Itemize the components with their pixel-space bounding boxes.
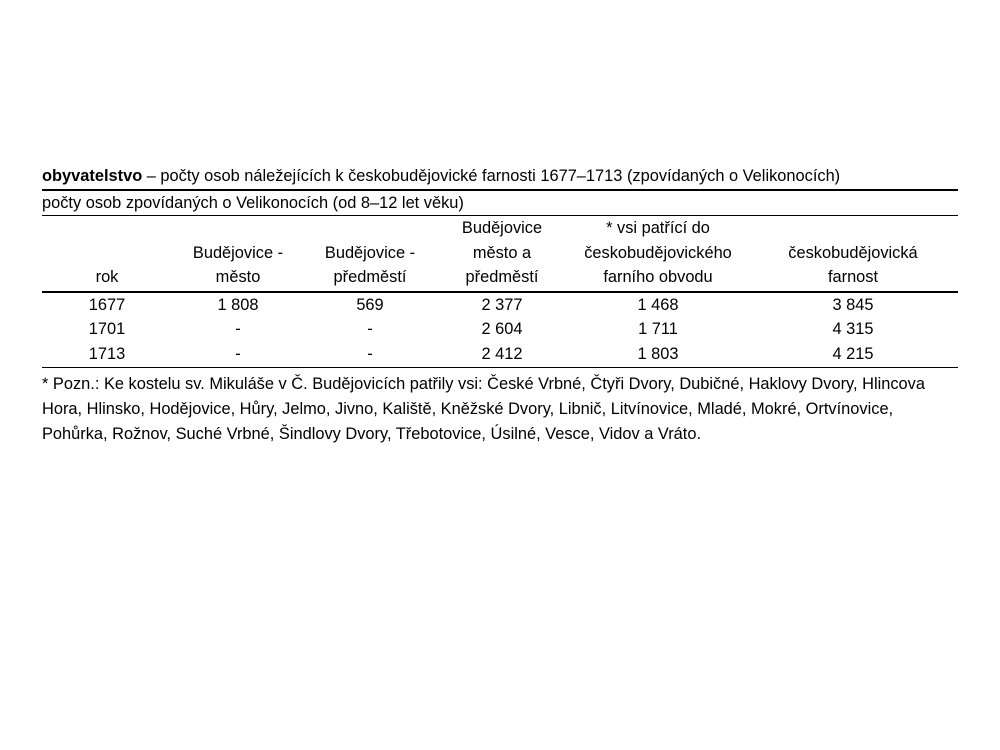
header-vsi — [568, 216, 748, 292]
cell-vsi: 1 468 — [637, 295, 679, 314]
cell-farnost: 4 315 — [832, 320, 874, 338]
header-rok — [42, 216, 172, 292]
header-line: Budějovice — [461, 219, 543, 237]
cell-year: 1701 — [88, 320, 126, 338]
cell-year: 1713 — [42, 342, 172, 368]
cell-predmesti: - — [367, 320, 373, 338]
header-line: Budějovice - — [324, 243, 416, 262]
footnote: * Pozn.: Ke kostelu sv. Mikuláše v Č. Budějovicích patřily vsi: České Vrbné, Čtyři Dvory, Dubičné, Haklovy Dvory, Hlincova Hora, Hlinsko, Hodějovice, Hůry, Jelmo, Jivno, Kaliště, Kněžské Dvory, Libnič, Litvínovice, Mladé, Mokré, Ortvínovice, Pohůrka, Rožnov, Suché Vrbné, Šindlovy Dvory, Třebotovice, Úsilné, Vesce, Vidov a Vráto. — [42, 375, 925, 443]
header-line: českobudějovická — [788, 243, 918, 262]
cell-vsi: 1 711 — [638, 320, 678, 338]
title-bold: obyvatelstvo — [42, 167, 143, 185]
table-row — [42, 317, 958, 342]
table-subtitle: počty osob zpovídaných o Velikonocích (od 8–12 let věku) — [42, 191, 958, 216]
document — [42, 164, 958, 447]
header-line: město a — [472, 243, 532, 262]
header-line: českobudějovického — [584, 243, 732, 262]
table-row — [42, 292, 958, 318]
cell-mesto-a-predmesti: 2 604 — [481, 320, 523, 338]
header-mesto-a-predmesti — [436, 216, 568, 292]
cell-year: 1677 — [88, 295, 126, 314]
header-predmesti — [304, 216, 436, 292]
population-table — [42, 216, 958, 368]
cell-mesto: - — [172, 342, 304, 368]
cell-mesto: - — [235, 320, 241, 338]
header-line: Budějovice - — [192, 243, 284, 262]
header-line: * vsi patřící do — [606, 219, 710, 237]
header-line: předměstí — [465, 268, 539, 286]
header-mesto — [172, 216, 304, 292]
cell-predmesti: - — [304, 342, 436, 368]
cell-mesto-a-predmesti: 2 412 — [436, 342, 568, 368]
title-rest: – počty osob náležejících k českobudějovické farnosti 1677–1713 (zpovídaných o Velikonocích) — [142, 167, 841, 185]
header-line: rok — [95, 268, 119, 286]
header-line: farnost — [827, 268, 879, 286]
table-row — [42, 342, 958, 368]
header-farnost — [748, 216, 958, 292]
table-title — [42, 164, 958, 191]
cell-mesto: 1 808 — [217, 295, 259, 314]
header-line: farního obvodu — [603, 268, 713, 286]
cell-farnost: 3 845 — [832, 295, 874, 314]
cell-mesto-a-predmesti: 2 377 — [481, 295, 523, 314]
header-line: město — [215, 268, 261, 286]
header-line: předměstí — [333, 268, 407, 286]
cell-vsi: 1 803 — [568, 342, 748, 368]
cell-predmesti: 569 — [356, 295, 384, 314]
cell-farnost: 4 215 — [748, 342, 958, 368]
